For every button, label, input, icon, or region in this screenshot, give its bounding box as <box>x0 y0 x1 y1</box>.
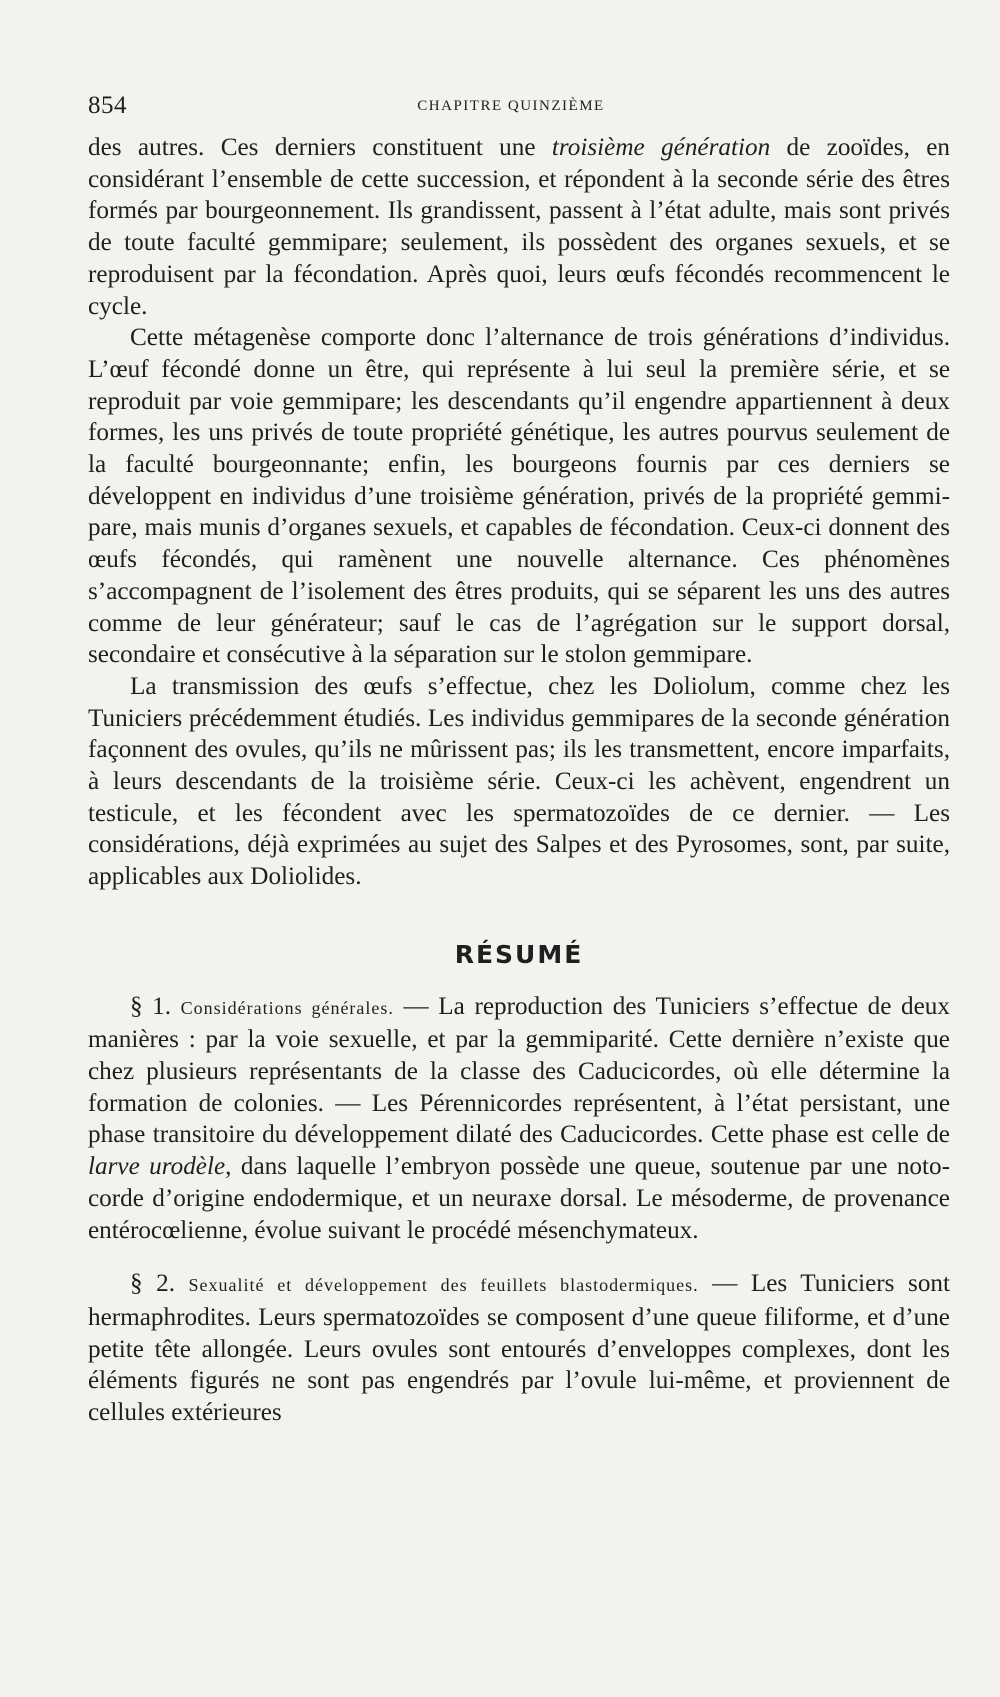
running-title: CHAPITRE QUINZIÈME <box>417 98 605 114</box>
page-header <box>88 92 944 122</box>
paragraph-1-text-a: des autres. Ces derniers constituent une <box>88 134 552 161</box>
section-1-number: § 1. <box>130 992 172 1020</box>
paragraph-1 <box>88 132 950 322</box>
section-1-text-b: , dans laquelle l’embryon possède une queue, soutenue par une notocorde d’origine endodermique, et un neuraxe dorsal. Le mésoderme, de provenance entérocœlienne, évolue suivant le procédé mésenchymateux. <box>88 1153 950 1244</box>
section-1-text-a: — La reproduction des Tuniciers s’effectue de deux manières : par la voie sexuelle, et par la gemmiparité. Cette dernière n’existe que chez plusieurs représentants de la classe des Caducicordes, où elle détermine la formation de colonies. — Les Pérennicordes représentent, à l’état persistant, une phase transitoire du développement dilaté des Caducicordes. Cette phase est celle de <box>88 992 950 1149</box>
paragraph-2: Cette métagenèse comporte donc l’alternance de trois générations d’individus. L’œuf fécondé donne un être, qui représente à lui seul la première série, et se reproduit par voie gemmipare; les descendants qu’il engendre appartiennent à deux formes, les uns privés de toute propriété génétique, les autres pourvus seulement de la faculté bourgeonnante; enfin, les bourgeons fournis par ces derniers se développent en individus d’une troisième génération, privés de la propriété gemmipare, mais munis d’organes sexuels, et capables de fécondation. Ceux-ci donnent des œufs fécondés, qui ramènent une nouvelle alternance. Ces phénomènes s’accompagnent de l’isolement des êtres produits, qui se séparent les uns des autres comme de leur générateur; sauf le cas de l’agrégation sur le support dorsal, secondaire et consécutive à la séparation sur le stolon gemmipare. <box>88 324 950 669</box>
paragraph-1-emphasis: troisième génération <box>551 134 771 161</box>
section-1-title: Considérations générales. <box>180 997 394 1018</box>
paragraph-1-text-b: de zooïdes, en considérant l’ensemble de cette succession, et répondent à la seconde série des êtres formés par bourgeonnement. Ils grandissent, passent à l’état adulte, mais sont privés de toute faculté gemmipare; seulement, ils possèdent des organes sexuels, et se reproduisent par la fécondation. Après quoi, leurs œufs fécondés recommencent le cycle. <box>88 134 950 320</box>
body-text <box>88 132 950 1429</box>
page-number: 854 <box>88 92 127 119</box>
paragraph-3: La transmission des œufs s’effectue, chez les Doliolum, comme chez les Tuniciers précédemment étudiés. Les individus gemmipares de la seconde génération façonnent des ovules, qu’ils ne mûrissent pas; ils les transmettent, encore imparfaits, à leurs descendants de la troisième série. Ceux-ci les achèvent, engendrent un testicule, et les fécondent avec les spermatozoïdes de ce dernier. — Les considérations, déjà exprimées au sujet des Salpes et des Pyrosomes, sont, par suite, applicables aux Doliolides. <box>88 672 950 891</box>
resume-heading: RÉSUMÉ <box>454 939 584 969</box>
section-2-number: § 2. <box>130 1270 176 1298</box>
section-2-text: — Les Tuniciers sont hermaphrodites. Leurs spermatozoïdes se composent d’une queue filiforme, et d’une petite tête allongée. Leurs ovules sont entourés d’enveloppes complexes, dont les éléments figurés ne sont pas engendrés par l’ovule lui-même, et proviennent de cellules extérieures <box>88 1270 950 1427</box>
resume-section-1 <box>88 991 950 1247</box>
section-1-emphasis: larve urodèle <box>88 1153 226 1181</box>
section-2-title: Sexualité et développement des feuillets blastodermiques. <box>188 1275 699 1296</box>
resume-section-2 <box>88 1268 950 1429</box>
